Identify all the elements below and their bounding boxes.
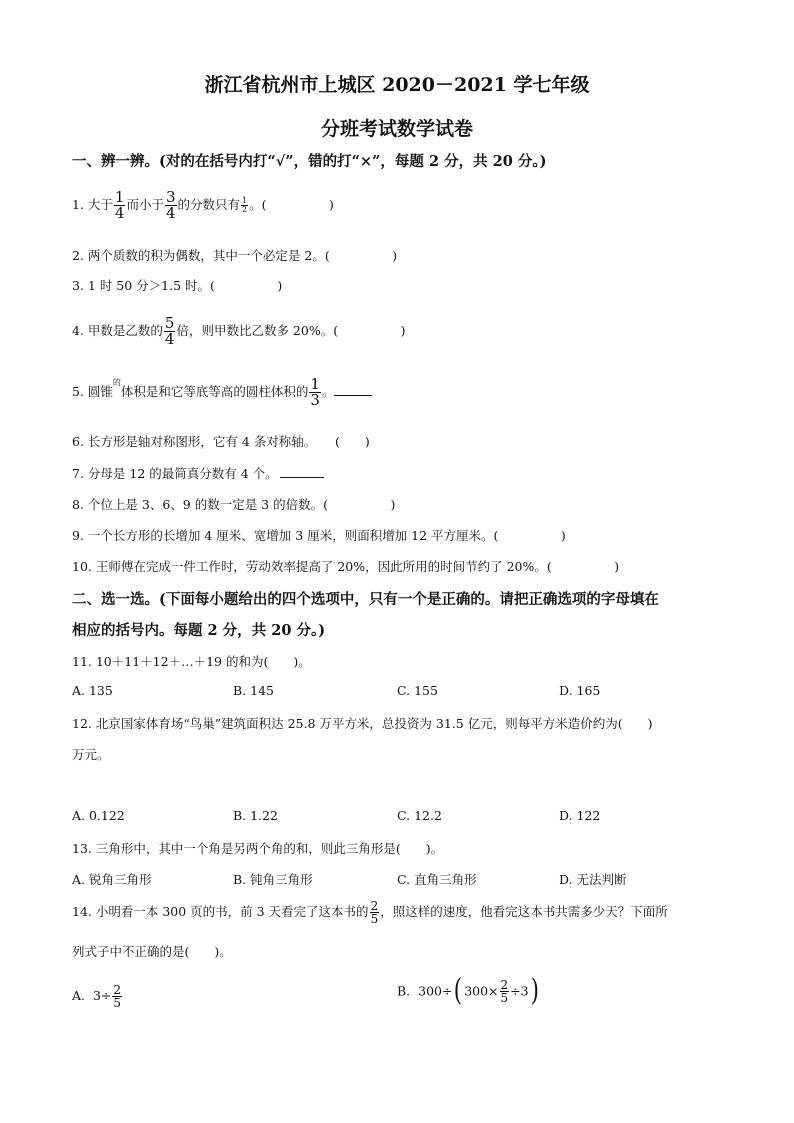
question-7: 7. 分母是 12 的最简真分数有 4 个。 (72, 464, 324, 482)
question-1: 1. 大于 $\frac{1}{4}$ 而小于 $\frac{3}{4}$ 的分数只有 $\frac{1}{2}$ 。( ) (72, 188, 334, 222)
question-12-line1: 12. 北京国家体育场“鸟巢”建筑面积达 25.8 万平方米，总投资为 31.5 亿元，则每平方米造价约为( ) (72, 716, 653, 731)
q12-option-d: D. 122 (559, 808, 601, 823)
q12-option-a: A. 0.122 (72, 808, 125, 823)
page-subtitle: 分班考试数学试卷 (320, 118, 473, 140)
fraction-2-5: $\frac{2}{5}$ (500, 977, 509, 1005)
q13-option-c: C. 直角三角形 (397, 872, 477, 887)
question-4: 4. 甲数是乙数的 $\frac{5}{4}$ 倍，则甲数比乙数多 20%。( ) (72, 314, 406, 348)
question-5: 5. 圆锥$^的$体积是和它等底等高的圆柱体积的 $\frac{1}{3}$ 。 (72, 377, 372, 408)
fraction-1-2: $\frac{1}{2}$ (242, 196, 248, 214)
section2-heading-line1: 二、选一选。(下面每小题给出的四个选项中，只有一个是正确的。请把正确选项的字母填在 (72, 591, 659, 608)
question-6: 6. 长方形是轴对称图形，它有 4 条对称轴。 ( ) (72, 434, 370, 449)
q11-option-c: C. 155 (397, 683, 438, 698)
left-paren: ( (454, 973, 463, 1008)
question-3: 3. 1 时 50 分＞1.5 时。( ) (72, 278, 283, 293)
q11-option-a: A. 135 (72, 683, 113, 698)
q14-option-b: B. 300÷( 300× $\frac{2}{5}$ ÷3) (397, 973, 539, 1008)
question-10: 10. 王师傅在完成一件工作时，劳动效率提高了 20%，因此所用的时间节约了 20%。( ) (72, 559, 620, 574)
q13-option-d: D. 无法判断 (559, 872, 627, 887)
fraction-1-4: $\frac{1}{4}$ (114, 188, 125, 222)
question-12-line2: 万元。 (72, 747, 110, 762)
page-title: 浙江省杭州市上城区 2020－2021 学七年级 (204, 74, 590, 96)
question-9: 9. 一个长方形的长增加 4 厘米、宽增加 3 厘米，则面积增加 12 平方厘米。( ) (72, 528, 566, 543)
q11-option-d: D. 165 (559, 683, 601, 698)
fraction-1-3: $\frac{1}{3}$ (310, 375, 320, 409)
question-11: 11. 10＋11＋12＋…＋19 的和为( )。 (72, 654, 311, 669)
answer-blank[interactable] (334, 383, 372, 396)
q14-option-a: A. 3÷ $\frac{2}{5}$ (72, 983, 122, 1010)
question-14-line2: 列式子中不正确的是( )。 (72, 944, 232, 959)
section2-heading-line2: 相应的括号内。每题 2 分，共 20 分。) (72, 622, 326, 639)
small-char: 的 (112, 378, 121, 387)
q11-option-b: B. 145 (233, 683, 274, 698)
fraction-2-5: $\frac{2}{5}$ (113, 983, 122, 1010)
fraction-3-4: $\frac{3}{4}$ (165, 188, 176, 222)
answer-blank[interactable] (280, 465, 324, 478)
q12-option-b: B. 1.22 (233, 808, 278, 823)
question-2: 2. 两个质数的积为偶数，其中一个必定是 2。( ) (72, 248, 398, 263)
question-13: 13. 三角形中，其中一个角是另两个角的和，则此三角形是( )。 (72, 841, 444, 856)
question-8: 8. 个位上是 3、6、9 的数一定是 3 的倍数。( ) (72, 497, 396, 512)
q12-option-c: C. 12.2 (397, 808, 442, 823)
section1-heading: 一、辨一辨。(对的在括号内打“√”，错的打“×”，每题 2 分，共 20 分。) (72, 153, 547, 170)
fraction-2-5: $\frac{2}{5}$ (370, 899, 379, 926)
right-paren: ) (530, 973, 539, 1008)
fraction-5-4: $\frac{5}{4}$ (164, 314, 175, 348)
q13-option-b: B. 钝角三角形 (233, 872, 313, 887)
q13-option-a: A. 锐角三角形 (72, 872, 152, 887)
question-14-line1: 14. 小明看一本 300 页的书，前 3 天看完了这本书的 $\frac{2}{5}$ ，照这样的速度，他看完这本书共需多少天？下面所 (72, 899, 668, 926)
